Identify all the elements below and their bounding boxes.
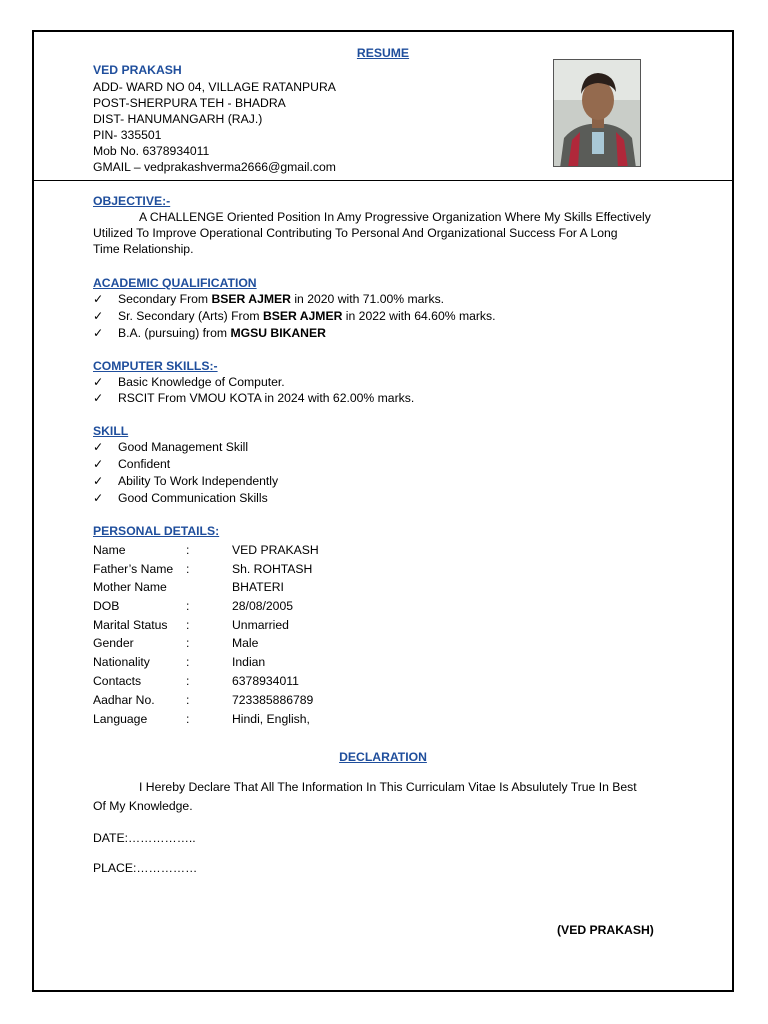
detail-label: Name — [93, 543, 126, 557]
declaration-text: I Hereby Declare That All The Information In This Curriculam Vitae Is Absulutely True In Best — [139, 780, 637, 794]
pin-code: PIN- 335501 — [93, 128, 162, 142]
detail-colon: : — [186, 655, 190, 669]
detail-value: Hindi, English, — [232, 712, 310, 726]
check-icon: ✓ — [93, 391, 104, 405]
detail-colon: : — [186, 636, 190, 650]
objective-text: Time Relationship. — [93, 242, 194, 256]
address-line: POST-SHERPURA TEH - BHADRA — [93, 96, 286, 110]
detail-value: 28/08/2005 — [232, 599, 293, 613]
detail-value: Unmarried — [232, 618, 289, 632]
date-field: DATE:…………….. — [93, 831, 196, 845]
detail-colon: : — [186, 543, 190, 557]
detail-label: Gender — [93, 636, 134, 650]
detail-value: 723385886789 — [232, 693, 314, 707]
check-icon: ✓ — [93, 309, 104, 323]
email-address: GMAIL – vedprakashverma2666@gmail.com — [93, 160, 336, 174]
detail-label: Contacts — [93, 674, 142, 688]
list-item: ✓ RSCIT From VMOU KOTA in 2024 with 62.00% marks. — [93, 391, 415, 405]
list-item: ✓ Confident — [93, 457, 171, 471]
signature: (VED PRAKASH) — [557, 923, 654, 937]
declaration-heading: DECLARATION — [339, 750, 427, 764]
detail-value: 6378934011 — [232, 674, 299, 688]
detail-label: Mother Name — [93, 580, 167, 594]
check-icon: ✓ — [93, 375, 104, 389]
list-item: ✓ Secondary From BSER AJMER in 2020 with 71.00% marks. — [93, 292, 445, 306]
check-icon: ✓ — [93, 457, 104, 471]
detail-colon: : — [186, 599, 190, 613]
detail-label: Aadhar No. — [93, 693, 155, 707]
computer-skills-heading: COMPUTER SKILLS:- — [93, 359, 218, 373]
detail-colon: : — [186, 712, 190, 726]
personal-details-heading: PERSONAL DETAILS: — [93, 524, 220, 538]
check-icon: ✓ — [93, 326, 104, 340]
declaration-text: Of My Knowledge. — [93, 799, 193, 813]
detail-label: Language — [93, 712, 148, 726]
check-icon: ✓ — [93, 474, 104, 488]
detail-colon: : — [186, 618, 190, 632]
check-icon: ✓ — [93, 491, 104, 505]
detail-colon: : — [186, 562, 190, 576]
detail-label: Nationality — [93, 655, 150, 669]
list-item: ✓ Sr. Secondary (Arts) From BSER AJMER in 2022 with 64.60% marks. — [93, 309, 496, 323]
profile-photo — [553, 59, 641, 167]
check-icon: ✓ — [93, 440, 104, 454]
address-line: ADD- WARD NO 04, VILLAGE RATANPURA — [93, 80, 336, 94]
check-icon: ✓ — [93, 292, 104, 306]
list-item: ✓ Basic Knowledge of Computer. — [93, 375, 285, 389]
candidate-name: VED PRAKASH — [93, 63, 182, 77]
header-divider — [32, 180, 734, 181]
resume-title: RESUME — [356, 46, 410, 60]
list-item: ✓ Good Communication Skills — [93, 491, 268, 505]
mobile-number: Mob No. 6378934011 — [93, 144, 210, 158]
detail-value: BHATERI — [232, 580, 284, 594]
detail-label: Marital Status — [93, 618, 168, 632]
detail-colon: : — [186, 693, 190, 707]
detail-value: Sh. ROHTASH — [232, 562, 313, 576]
detail-value: VED PRAKASH — [232, 543, 319, 557]
objective-heading: OBJECTIVE:- — [93, 194, 171, 208]
detail-label: Father’s Name — [93, 562, 174, 576]
address-line: DIST- HANUMANGARH (RAJ.) — [93, 112, 263, 126]
list-item: ✓ Good Management Skill — [93, 440, 249, 454]
list-item: ✓ B.A. (pursuing) from MGSU BIKANER — [93, 326, 326, 340]
detail-value: Male — [232, 636, 259, 650]
objective-text: A CHALLENGE Oriented Position In Amy Progressive Organization Where My Skills Effectively — [139, 210, 651, 224]
academic-heading: ACADEMIC QUALIFICATION — [93, 276, 257, 290]
detail-colon: : — [186, 674, 190, 688]
detail-label: DOB — [93, 599, 120, 613]
place-field: PLACE:…………… — [93, 861, 198, 875]
skill-heading: SKILL — [93, 424, 129, 438]
detail-value: Indian — [232, 655, 266, 669]
objective-text: Utilized To Improve Operational Contributing To Personal And Organizational Success For A Long — [93, 226, 618, 240]
list-item: ✓ Ability To Work Independently — [93, 474, 279, 488]
